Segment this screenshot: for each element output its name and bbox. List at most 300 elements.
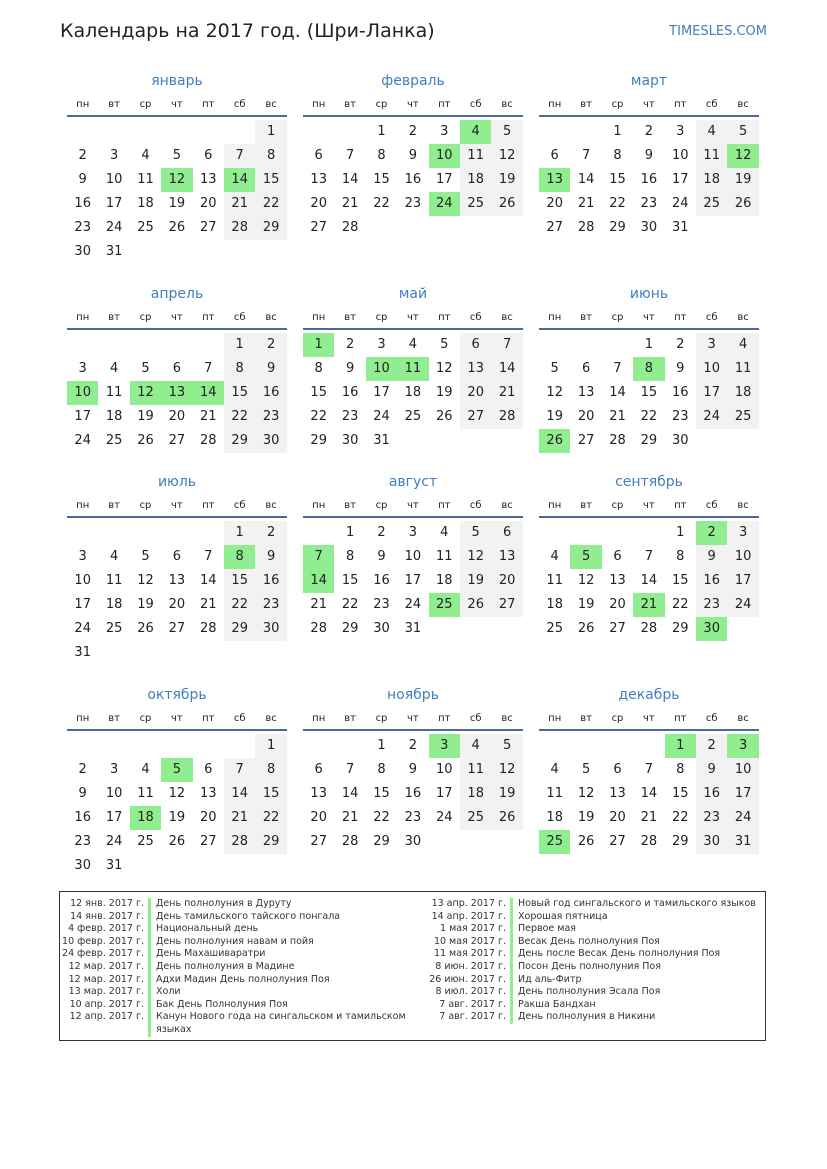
header-divider — [67, 115, 287, 117]
day-cell: 4 — [408, 337, 418, 352]
legend-item — [60, 999, 416, 1012]
weekday-label: ср — [139, 713, 152, 724]
day-cell: 3 — [377, 337, 386, 352]
weekend-day-cell: 9 — [255, 357, 286, 381]
month-name: ноябрь — [387, 687, 439, 703]
holiday-day-cell: 13 — [539, 168, 570, 192]
day-cell: 27 — [310, 834, 327, 849]
holiday-day-cell: 3 — [727, 734, 758, 758]
weekend-day-cell: 14 — [491, 357, 522, 381]
weekday-label: пн — [548, 99, 562, 110]
weekday-label: сб — [469, 713, 482, 724]
weekday-label: пт — [202, 713, 215, 724]
weekend-day-cell: 27 — [460, 405, 491, 429]
day-cell: 9 — [408, 148, 418, 163]
holiday-day-cell: 2 — [696, 521, 727, 545]
day-cell: 9 — [377, 549, 386, 564]
holiday-color-marker — [510, 999, 513, 1012]
weekday-label: вс — [501, 312, 513, 323]
weekday-label: чт — [643, 99, 655, 110]
weekend-day-cell: 14 — [224, 782, 255, 806]
day-cell: 11 — [137, 172, 154, 187]
day-cell: 4 — [141, 148, 150, 163]
weekday-label: сб — [233, 99, 246, 110]
legend-date: 1 мая 2017 г. — [440, 923, 506, 935]
weekend-day-cell: 4 — [696, 120, 727, 144]
day-cell: 5 — [440, 337, 449, 352]
day-cell: 26 — [168, 220, 186, 235]
weekday-label: ср — [611, 500, 624, 511]
month-name: январь — [151, 73, 203, 89]
weekend-day-cell: 23 — [255, 405, 286, 429]
month-name: июль — [157, 474, 197, 490]
day-cell: 13 — [200, 786, 217, 801]
legend-date: 12 янв. 2017 г. — [70, 898, 144, 909]
day-cell: 15 — [341, 573, 359, 588]
weekend-day-cell: 17 — [696, 381, 727, 405]
day-cell: 3 — [78, 549, 87, 564]
legend-item — [422, 1011, 778, 1024]
weekend-day-cell: 22 — [255, 806, 286, 830]
holiday-day-cell: 1 — [665, 734, 696, 758]
weekend-day-cell: 30 — [255, 429, 286, 453]
weekend-day-cell: 18 — [460, 782, 491, 806]
day-cell: 8 — [377, 148, 386, 163]
day-cell: 14 — [577, 172, 595, 187]
day-cell: 17 — [373, 385, 390, 400]
day-cell: 26 — [137, 433, 154, 448]
day-cell: 14 — [200, 573, 217, 588]
day-cell: 1 — [377, 124, 386, 139]
weekend-day-cell: 4 — [460, 734, 491, 758]
day-cell: 10 — [105, 786, 123, 801]
legend-date: 8 июн. 2017 г. — [435, 960, 506, 972]
day-cell: 24 — [74, 433, 91, 448]
weekend-day-cell: 25 — [460, 806, 491, 830]
day-cell: 28 — [200, 433, 217, 448]
weekday-label: чт — [643, 312, 655, 323]
day-cell: 2 — [377, 525, 386, 540]
day-cell: 6 — [204, 148, 213, 163]
day-cell: 16 — [404, 172, 422, 187]
weekday-label: ср — [139, 500, 152, 511]
day-cell: 16 — [672, 385, 689, 400]
holiday-day-cell: 14 — [303, 569, 334, 593]
header-divider — [303, 115, 523, 117]
day-cell: 8 — [676, 762, 685, 777]
holiday-day-cell: 30 — [696, 617, 727, 641]
weekend-day-cell: 22 — [224, 593, 255, 617]
holiday-day-cell: 5 — [161, 758, 192, 782]
day-cell: 7 — [581, 148, 591, 163]
weekend-day-cell: 6 — [460, 333, 491, 357]
legend-date: 7 авг. 2017 г. — [439, 998, 506, 1010]
weekday-label: ср — [375, 99, 388, 110]
weekday-label: ср — [139, 99, 152, 110]
day-cell: 5 — [172, 148, 182, 163]
weekday-label: вс — [501, 99, 513, 110]
day-cell: 2 — [78, 148, 87, 163]
legend-item — [60, 961, 416, 974]
weekday-label: пт — [202, 99, 215, 110]
weekend-day-cell: 24 — [696, 405, 727, 429]
day-cell: 13 — [310, 172, 327, 187]
day-cell: 29 — [672, 834, 689, 849]
day-cell: 21 — [640, 810, 658, 825]
day-cell: 23 — [404, 810, 422, 825]
day-cell: 19 — [577, 810, 595, 825]
weekday-label: пн — [548, 500, 562, 511]
legend-item — [60, 898, 416, 911]
weekday-label: пт — [438, 99, 451, 110]
weekday-label: чт — [407, 713, 419, 724]
weekend-day-cell: 15 — [255, 782, 286, 806]
day-cell: 17 — [105, 810, 123, 825]
legend-item — [422, 961, 778, 974]
legend-date: 13 мар. 2017 г. — [68, 986, 144, 998]
legend-holiday-name: Ид аль-Фитр — [518, 973, 582, 985]
day-cell: 15 — [672, 786, 689, 801]
day-cell: 25 — [137, 220, 154, 235]
day-cell: 5 — [581, 762, 591, 777]
holiday-color-marker — [148, 1011, 151, 1036]
day-cell: 24 — [105, 220, 123, 235]
legend-holiday-name: Холи — [156, 986, 181, 998]
day-cell: 14 — [341, 786, 359, 801]
legend-holiday-name: Адхи Мадин День полнолуния Поя — [156, 973, 330, 985]
holiday-color-marker — [148, 936, 151, 949]
weekend-day-cell: 26 — [727, 192, 758, 216]
weekend-day-cell: 2 — [696, 734, 727, 758]
weekend-day-cell: 19 — [727, 168, 758, 192]
day-cell: 9 — [345, 361, 355, 376]
day-cell: 26 — [577, 621, 595, 636]
day-cell: 16 — [404, 786, 422, 801]
weekend-day-cell: 29 — [255, 830, 286, 854]
day-cell: 14 — [640, 786, 658, 801]
day-cell: 17 — [404, 573, 422, 588]
day-cell: 28 — [640, 834, 658, 849]
day-cell: 23 — [373, 597, 390, 612]
day-cell: 7 — [644, 762, 654, 777]
day-cell: 20 — [609, 597, 626, 612]
day-cell: 2 — [676, 337, 685, 352]
header-divider — [303, 516, 523, 518]
holiday-day-cell: 12 — [727, 144, 758, 168]
day-cell: 9 — [78, 172, 87, 187]
day-cell: 6 — [581, 361, 591, 376]
legend-holiday-name: День полнолуния в Никини — [518, 1011, 656, 1023]
holiday-color-marker — [148, 999, 151, 1012]
day-cell: 27 — [577, 433, 595, 448]
day-cell: 7 — [644, 549, 654, 564]
weekend-day-cell: 16 — [255, 381, 286, 405]
day-cell: 9 — [408, 762, 418, 777]
day-cell: 17 — [105, 196, 123, 211]
day-cell: 25 — [137, 834, 154, 849]
weekend-day-cell: 21 — [491, 381, 522, 405]
weekend-day-cell: 4 — [727, 333, 758, 357]
weekend-day-cell: 7 — [224, 144, 255, 168]
legend-date: 10 февр. 2017 г. — [62, 935, 144, 947]
day-cell: 11 — [546, 573, 563, 588]
holiday-color-marker — [510, 986, 513, 999]
weekend-day-cell: 10 — [727, 545, 758, 569]
day-cell: 22 — [373, 196, 390, 211]
day-cell: 16 — [74, 196, 91, 211]
weekend-day-cell: 17 — [727, 782, 758, 806]
legend-item — [422, 923, 778, 936]
weekend-day-cell: 29 — [224, 429, 255, 453]
weekday-label: вс — [265, 713, 277, 724]
legend-holiday-name: Ракша Бандхан — [518, 998, 596, 1010]
weekend-day-cell: 26 — [491, 806, 522, 830]
day-cell: 14 — [640, 573, 658, 588]
day-cell: 21 — [341, 810, 359, 825]
day-cell: 10 — [436, 762, 453, 777]
holiday-color-marker — [510, 974, 513, 987]
legend-holiday-name: Посон День полнолуния Поя — [518, 960, 661, 972]
weekday-label: вт — [580, 312, 592, 323]
day-cell: 19 — [436, 385, 453, 400]
month-name: май — [398, 286, 428, 302]
weekend-day-cell: 21 — [224, 192, 255, 216]
weekday-label: сб — [233, 312, 246, 323]
weekday-label: вс — [501, 500, 513, 511]
month-name: сентябрь — [615, 474, 683, 490]
weekday-label: чт — [171, 713, 183, 724]
weekend-day-cell: 1 — [255, 734, 286, 758]
weekday-label: пт — [438, 713, 451, 724]
legend-item — [60, 923, 416, 936]
legend-item — [60, 986, 416, 999]
weekend-day-cell: 21 — [224, 806, 255, 830]
day-cell: 13 — [168, 573, 186, 588]
day-cell: 29 — [609, 220, 626, 235]
holiday-day-cell: 24 — [429, 192, 460, 216]
weekday-label: ср — [375, 500, 388, 511]
day-cell: 18 — [404, 385, 422, 400]
weekday-label: пн — [76, 713, 90, 724]
weekend-day-cell: 11 — [727, 357, 758, 381]
weekend-day-cell: 30 — [255, 617, 286, 641]
day-cell: 12 — [436, 361, 453, 376]
day-cell: 30 — [404, 834, 422, 849]
day-cell: 29 — [341, 621, 359, 636]
weekend-day-cell: 26 — [491, 192, 522, 216]
weekend-day-cell: 16 — [255, 569, 286, 593]
day-cell: 27 — [310, 220, 327, 235]
weekend-day-cell: 5 — [727, 120, 758, 144]
day-cell: 8 — [314, 361, 323, 376]
weekend-day-cell: 13 — [460, 357, 491, 381]
day-cell: 3 — [78, 361, 87, 376]
weekend-day-cell: 31 — [727, 830, 758, 854]
weekend-day-cell: 11 — [460, 144, 491, 168]
weekend-day-cell: 1 — [255, 120, 286, 144]
weekend-day-cell: 28 — [224, 830, 255, 854]
day-cell: 27 — [168, 621, 186, 636]
weekend-day-cell: 5 — [491, 120, 522, 144]
day-cell: 13 — [609, 573, 626, 588]
day-cell: 2 — [345, 337, 355, 352]
weekday-label: пн — [312, 713, 326, 724]
weekday-label: вт — [580, 99, 592, 110]
weekday-label: пн — [548, 713, 562, 724]
header-divider — [539, 729, 759, 731]
weekday-label: пт — [202, 500, 215, 511]
day-cell: 15 — [373, 172, 390, 187]
day-cell: 25 — [404, 409, 422, 424]
holiday-color-marker — [510, 911, 513, 924]
weekday-label: пн — [548, 312, 562, 323]
month-name: март — [630, 73, 668, 89]
legend-item — [60, 911, 416, 924]
holiday-color-marker — [148, 986, 151, 999]
day-cell: 10 — [672, 148, 689, 163]
legend-holiday-name: Новый год сингальского и тамильского языков — [518, 898, 756, 909]
weekday-label: пт — [438, 500, 451, 511]
day-cell: 6 — [172, 361, 182, 376]
day-cell: 4 — [550, 549, 559, 564]
weekday-label: вт — [344, 713, 356, 724]
weekday-label: вт — [344, 500, 356, 511]
day-cell: 4 — [550, 762, 559, 777]
day-cell: 27 — [546, 220, 563, 235]
weekday-label: сб — [705, 99, 718, 110]
legend-date: 26 июн. 2017 г. — [429, 973, 506, 985]
holiday-color-marker — [510, 1011, 513, 1024]
weekend-day-cell: 8 — [224, 357, 255, 381]
day-cell: 24 — [436, 810, 453, 825]
day-cell: 20 — [577, 409, 595, 424]
day-cell: 30 — [74, 244, 91, 259]
header-divider — [67, 516, 287, 518]
day-cell: 6 — [204, 762, 213, 777]
holiday-color-marker — [510, 948, 513, 961]
legend-item — [422, 948, 778, 961]
holiday-day-cell: 12 — [130, 381, 161, 405]
day-cell: 15 — [373, 786, 390, 801]
day-cell: 2 — [408, 124, 418, 139]
day-cell: 7 — [204, 361, 213, 376]
weekend-day-cell: 5 — [460, 521, 491, 545]
day-cell: 22 — [672, 810, 689, 825]
weekend-day-cell: 19 — [491, 782, 522, 806]
day-cell: 12 — [577, 573, 595, 588]
holiday-color-marker — [148, 974, 151, 987]
day-cell: 30 — [672, 433, 689, 448]
day-cell: 20 — [168, 597, 186, 612]
day-cell: 21 — [200, 409, 217, 424]
day-cell: 13 — [200, 172, 217, 187]
day-cell: 9 — [676, 361, 685, 376]
day-cell: 24 — [373, 409, 390, 424]
day-cell: 11 — [546, 786, 563, 801]
day-cell: 23 — [672, 409, 689, 424]
day-cell: 6 — [172, 549, 182, 564]
day-cell: 8 — [377, 762, 386, 777]
legend-holiday-name: День полнолуния навам и пойя — [156, 935, 314, 947]
day-cell: 23 — [74, 220, 91, 235]
weekend-day-cell: 17 — [727, 569, 758, 593]
day-cell: 19 — [137, 597, 154, 612]
weekend-day-cell: 15 — [224, 569, 255, 593]
weekday-label: вт — [108, 713, 120, 724]
weekday-label: вт — [108, 99, 120, 110]
day-cell: 31 — [74, 645, 91, 660]
day-cell: 22 — [640, 409, 658, 424]
day-cell: 12 — [577, 786, 595, 801]
day-cell: 10 — [105, 172, 123, 187]
legend-holiday-name: Бак День Полнолуния Поя — [156, 998, 288, 1010]
weekend-day-cell: 18 — [727, 381, 758, 405]
day-cell: 18 — [137, 196, 154, 211]
legend-date: 24 февр. 2017 г. — [62, 948, 144, 960]
weekday-label: пн — [76, 312, 90, 323]
legend-item — [422, 898, 778, 911]
day-cell: 1 — [676, 525, 685, 540]
day-cell: 1 — [613, 124, 622, 139]
day-cell: 6 — [613, 762, 622, 777]
day-cell: 6 — [314, 148, 323, 163]
day-cell: 31 — [373, 433, 390, 448]
holiday-day-cell: 11 — [397, 357, 428, 381]
day-cell: 28 — [341, 834, 359, 849]
day-cell: 24 — [404, 597, 422, 612]
day-cell: 21 — [310, 597, 327, 612]
day-cell: 15 — [640, 385, 658, 400]
weekend-day-cell: 3 — [696, 333, 727, 357]
holiday-day-cell: 13 — [161, 381, 192, 405]
legend-column-left — [60, 898, 416, 1037]
day-cell: 4 — [109, 549, 119, 564]
holiday-color-marker — [148, 923, 151, 936]
legend-date: 12 мар. 2017 г. — [68, 960, 144, 972]
day-cell: 30 — [341, 433, 359, 448]
weekday-label: пт — [674, 99, 687, 110]
day-cell: 9 — [78, 786, 87, 801]
holiday-day-cell: 3 — [429, 734, 460, 758]
day-cell: 1 — [644, 337, 654, 352]
weekday-label: чт — [407, 312, 419, 323]
day-cell: 6 — [613, 549, 622, 564]
day-cell: 22 — [341, 597, 359, 612]
holiday-day-cell: 10 — [67, 381, 98, 405]
day-cell: 30 — [373, 621, 390, 636]
legend-item — [60, 974, 416, 987]
day-cell: 21 — [341, 196, 359, 211]
day-cell: 16 — [341, 385, 359, 400]
legend-date: 4 февр. 2017 г. — [68, 923, 144, 935]
weekday-label: пн — [312, 312, 326, 323]
day-cell: 16 — [74, 810, 91, 825]
header-divider — [539, 516, 759, 518]
day-cell: 31 — [105, 244, 123, 259]
weekend-day-cell: 7 — [224, 758, 255, 782]
header-divider — [539, 115, 759, 117]
holiday-color-marker — [148, 961, 151, 974]
site-link[interactable]: TIMESLES.COM — [669, 24, 767, 39]
day-cell: 7 — [613, 361, 622, 376]
weekend-day-cell: 23 — [696, 806, 727, 830]
day-cell: 26 — [137, 621, 154, 636]
legend-holiday-name: День после Весак День полнолуния Поя — [518, 948, 721, 960]
day-cell: 26 — [168, 834, 186, 849]
holiday-day-cell: 14 — [224, 168, 255, 192]
legend-date: 12 мар. 2017 г. — [68, 973, 144, 985]
legend-item — [422, 936, 778, 949]
